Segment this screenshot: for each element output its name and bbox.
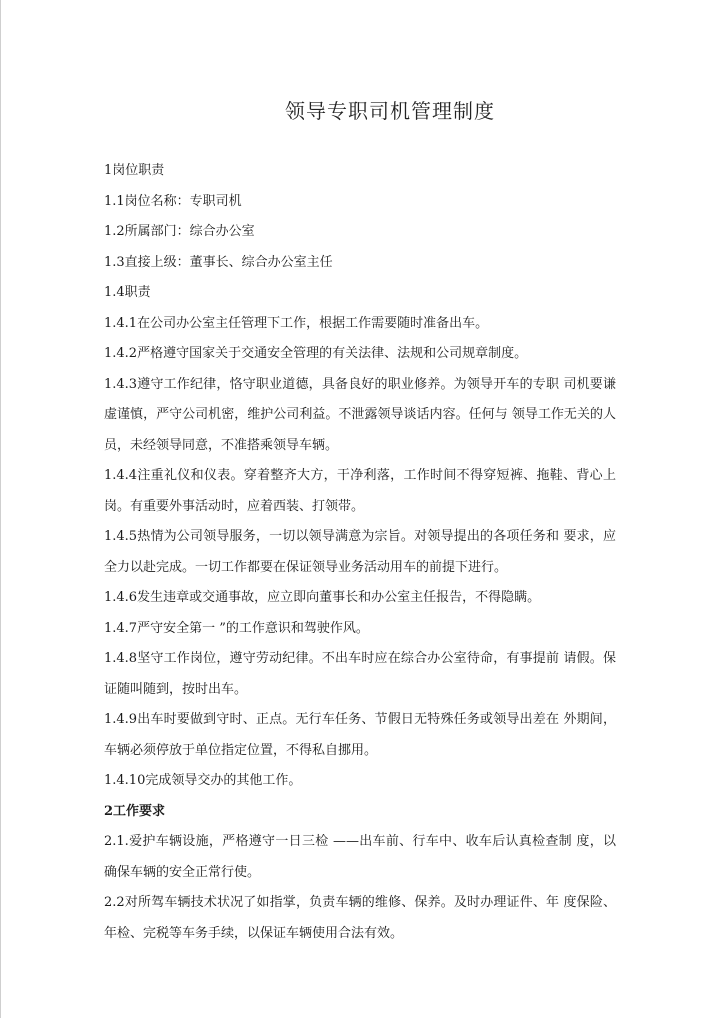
item-1-1: 1.1岗位名称：专职司机	[104, 193, 242, 209]
item-1-4-4: 1.4.4注重礼仪和仪表。穿着整齐大方，干净利落，工作时间不得穿短裤、拖鞋、背心上岗。有重要外事活动时，应着西装、打领带。	[104, 468, 616, 514]
page-edge	[0, 0, 1, 1018]
item-1-2: 1.2所属部门：综合办公室	[104, 224, 255, 239]
item-2-1: 2.1.爱护车辆设施，严格遵守一日三检 ——出车前、行车中、收车后认真检查制 度，以确保车辆的安全正常行使。	[104, 834, 616, 880]
item-2-2: 2.2对所驾车辆技术状况了如指掌，负责车辆的维修、保养。及时办理证件、年 度保险、年检、完税等车务手续，以保证车辆使用合法有效。	[104, 895, 616, 941]
item-1-4-8: 1.4.8坚守工作岗位，遵守劳动纪律。不出车时应在综合办公室待命，有事提前 请假。保证随叫随到，按时出车。	[104, 651, 616, 697]
section-heading-1: 1岗位职责	[104, 163, 165, 178]
item-1-3: 1.3直接上级：董事长、综合办公室主任	[104, 254, 333, 270]
document-body	[104, 156, 616, 949]
document-title: 领导专职司机管理制度	[285, 99, 495, 123]
item-1-4-6: 1.4.6发生违章或交通事故，应立即向董事长和办公室主任报告，不得隐瞒。	[104, 590, 541, 605]
item-1-4-1: 1.4.1在公司办公室主任管理下工作，根据工作需要随时准备出车。	[104, 315, 489, 331]
item-1-4-7: 1.4.7严守安全第一 ”的工作意识和驾驶作风。	[104, 620, 369, 636]
item-1-4-2: 1.4.2严格遵守国家关于交通安全管理的有关法律、法规和公司规章制度。	[104, 346, 528, 361]
item-1-4-5: 1.4.5热情为公司领导服务，一切以领导满意为宗旨。对领导提出的各项任务和 要求，应全力以赴完成。一切工作都要在保证领导业务活动用车的前提下进行。	[104, 529, 616, 575]
item-1-4: 1.4职责	[104, 285, 151, 300]
item-1-4-10: 1.4.10完成领导交办的其他工作。	[104, 773, 302, 788]
section-heading-2: 2工作要求	[104, 803, 166, 819]
item-1-4-9: 1.4.9出车时要做到守时、正点。无行车任务、节假日无特殊任务或领导出差在 外期间，车辆必须停放于单位指定位置，不得私自挪用。	[104, 712, 616, 758]
item-1-4-3: 1.4.3遵守工作纪律，恪守职业道德，具备良好的职业修养。为领导开车的专职 司机要谦虚谨慎，严守公司机密，维护公司利益。不泄露领导谈话内容。任何与 领导工作无关的人员，未经领导同意，不准搭乘领导车辆。	[104, 376, 616, 453]
